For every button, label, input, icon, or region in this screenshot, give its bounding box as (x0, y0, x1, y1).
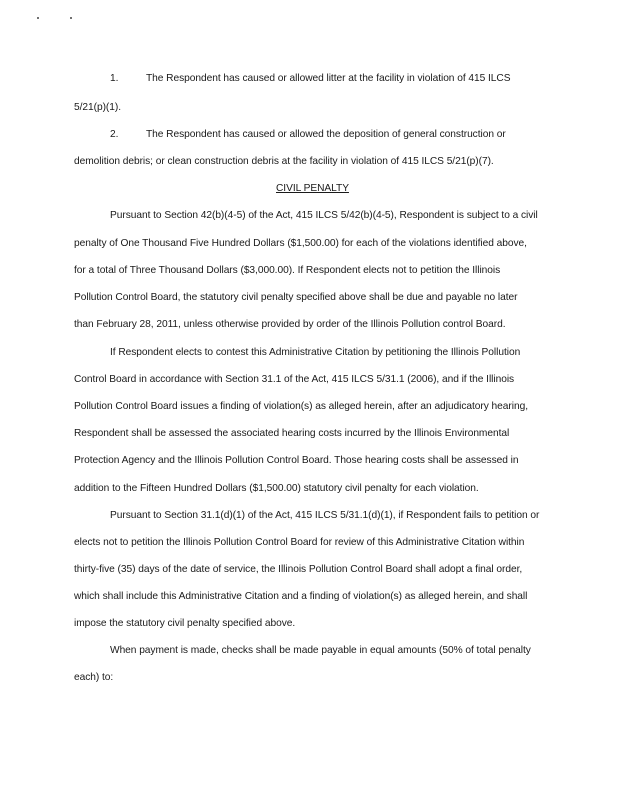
item-text-line: 5/21(p)(1). (74, 102, 122, 113)
paragraph-line: Control Board in accordance with Section 31.1 of the Act, 415 ILCS 5/31.1 (2006), and if the Illinois (74, 374, 515, 385)
paragraph-line: which shall include this Administrative Citation and a finding of violation(s) as alleged herein, and shall (74, 591, 528, 602)
paragraph-line: for a total of Three Thousand Dollars ($3,000.00). If Respondent elects not to petition the Illinois (74, 265, 501, 276)
paragraph-line: penalty of One Thousand Five Hundred Dollars ($1,500.00) for each of the violations identified above, (74, 238, 527, 249)
paragraph-line: thirty-five (35) days of the date of service, the Illinois Pollution Control Board shall adopt a final order, (74, 564, 523, 575)
paragraph-line: Pursuant to Section 42(b)(4-5) of the Act, 415 ILCS 5/42(b)(4-5), Respondent is subject to a civil (110, 210, 538, 221)
paragraph-line: than February 28, 2011, unless otherwise provided by order of the Illinois Pollution control Board. (74, 319, 506, 330)
paragraph-line: Pollution Control Board issues a finding of violation(s) as alleged herein, after an adjudicatory hearing, (74, 401, 528, 412)
item-text-line: The Respondent has caused or allowed litter at the facility in violation of 415 ILCS (146, 73, 511, 84)
section-heading: CIVIL PENALTY (276, 183, 349, 194)
paragraph-line: Pursuant to Section 31.1(d)(1) of the Act, 415 ILCS 5/31.1(d)(1), if Respondent fails to petition or (110, 510, 540, 521)
paragraph-line: If Respondent elects to contest this Administrative Citation by petitioning the Illinois Pollution (110, 347, 521, 358)
item-number: 1. (110, 73, 119, 84)
item-number: 2. (110, 129, 119, 140)
scan-speck (37, 17, 39, 19)
paragraph-line: Respondent shall be assessed the associated hearing costs incurred by the Illinois Environmental (74, 428, 510, 439)
paragraph-line: Protection Agency and the Illinois Pollution Control Board. Those hearing costs shall be assessed in (74, 455, 519, 466)
paragraph-line: impose the statutory civil penalty specified above. (74, 618, 296, 629)
paragraph-line: elects not to petition the Illinois Pollution Control Board for review of this Administrative Citation within (74, 537, 525, 548)
paragraph-line: When payment is made, checks shall be made payable in equal amounts (50% of total penalty (110, 645, 531, 656)
item-text-line: The Respondent has caused or allowed the deposition of general construction or (146, 129, 506, 140)
paragraph-line: addition to the Fifteen Hundred Dollars ($1,500.00) statutory civil penalty for each violation. (74, 483, 479, 494)
paragraph-line: Pollution Control Board, the statutory civil penalty specified above shall be due and payable no later (74, 292, 518, 303)
paragraph-line: each) to: (74, 672, 114, 683)
item-text-line: demolition debris; or clean construction debris at the facility in violation of 415 ILCS 5/21(p)(7). (74, 156, 494, 167)
scan-speck (70, 17, 72, 19)
